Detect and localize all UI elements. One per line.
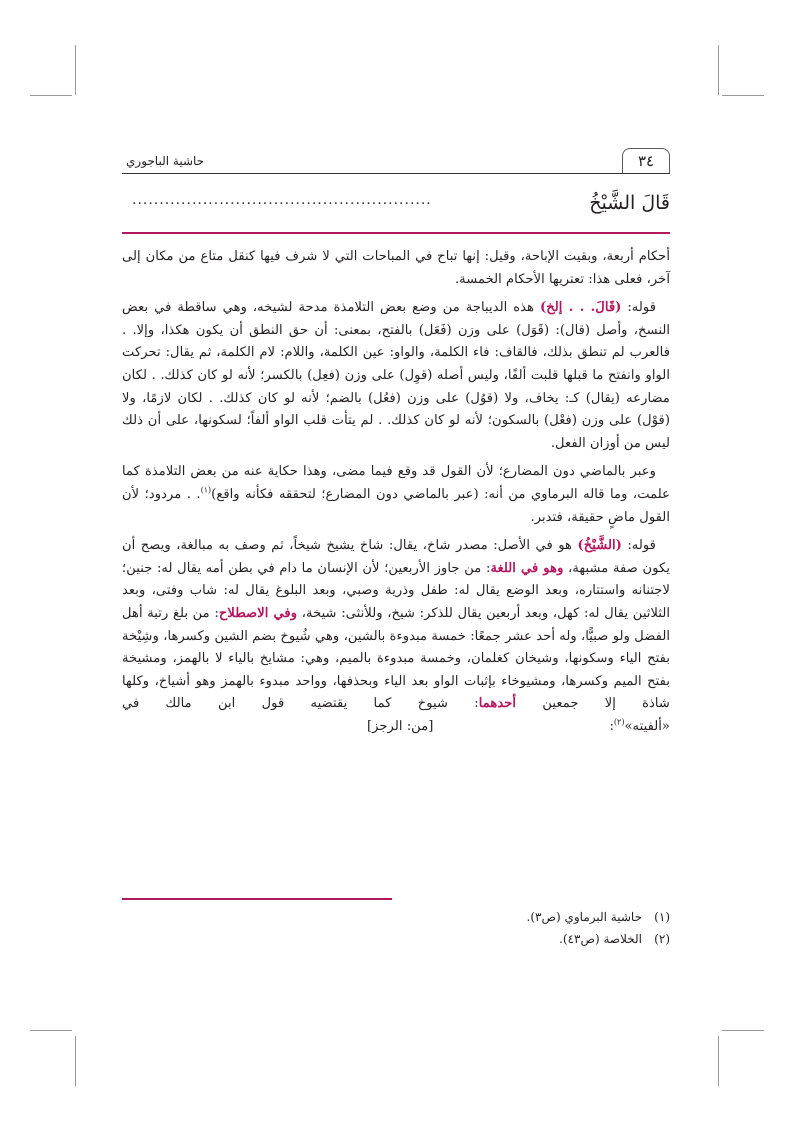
meter-label: [من: الرجز] [366,718,434,734]
crop-mark [722,95,764,96]
commentary-body [122,246,670,744]
text-run: قوله: [621,538,656,554]
text-run: : شيوخ كما يقتضيه قول ابن مالك في «ألفيته» [122,696,670,734]
text-run: هو في الأصل: مصدر شاخ، يقال: شاخ يشيخ شيخاً، ثم وصف به مبالغة، ويصح أن يكون صفة مشبهة، [122,538,671,576]
text-run: وعبر بالماضي دون المضارع؛ لأن القول قد وقع فيما مضى، وهذا حكاية عنه من بعض التلامذة كما علمت، وما قاله البرماوي من أنه: (عبر بالماضي دون المضارع؛ لتحققه فكأنه واقع) [122,464,670,502]
header-rule [122,173,670,174]
footnote [122,928,670,950]
footnote-ref[interactable]: (١) [200,485,212,495]
text-run: : من جاوز الأربعين؛ لأن الإنسان ما دام في بطن أمه يقال له: جنين؛ لاجتنانه واستتاره، وبعد الوضع يقال له: طفل وذرية وصبي، وبعد البلوغ يقال له: شاب وفتى، وبعد الثلاثين يقال له: كهل، وبعد أربعين يقال للذكر: شيخ، وللأنثى: شيخة، [122,560,671,621]
crop-mark [30,95,72,96]
footnote-number: (٢) [654,932,670,946]
footnote [122,906,670,928]
paragraph [122,297,670,455]
crop-mark [30,1030,72,1031]
matn-text: قَالَ الشَّيْخُ [589,192,670,214]
crop-mark [722,1030,764,1031]
paragraph [122,535,670,738]
footnote-separator [122,898,392,900]
text-run: أحكام أربعة، وبقيت الإباحة، وقيل: إنها تباح في المباحات التي لا شرف فيها كنقل متاع من مكان إلى آخر، فعلى هذا: تعتريها الأحكام الخمسة. [122,249,670,287]
footnote-ref[interactable]: (٢) [613,717,625,727]
highlighted-keyword: أحدهما [478,696,517,712]
text-run: . . مردود؛ لأن القول ماضٍ حقيقة، فتدبر. [122,486,670,525]
crop-mark [75,45,76,95]
book-page [122,148,670,1048]
text-run: : [609,718,614,734]
highlighted-keyword: (الشَّيْخُ) [577,538,622,554]
footnote-text: الخلاصة (ص٤٣). [559,932,642,946]
paragraph [122,246,670,291]
matn-separator [122,232,670,234]
footnote-number: (١) [654,910,670,924]
footnotes [122,906,670,950]
matn-line [122,188,670,232]
running-head [122,148,670,178]
page-number: ٣٤ [622,148,670,173]
crop-mark [75,1036,76,1086]
footnote-text: حاشية البرماوي (ص٣). [526,910,642,924]
crop-mark [718,45,719,95]
highlighted-keyword: وهو في اللغة [490,560,564,576]
text-run: قوله: [621,300,656,316]
highlighted-keyword: وفي الاصطلاح [218,605,298,621]
highlighted-keyword: (قَالَ. . . إلخ) [539,300,622,316]
crop-mark [718,1036,719,1086]
text-run: هذه الديباجة من وضع بعض التلامذة مدحة لشيخه، وهي ساقطة في بعض النسخ، وأصل (قال): (قَوَل) على وزن (فَعَل) بالفتح، بمعنى: أن حق النطق أن يكون هكذا، وإلا. . فالعرب لم تنطق بذلك، فالقاف: فاء الكلمة، والواو: عين الكلمة، واللام: لام الكلمة، ثم يقال: تحركت الواو وانفتح ما قبلها قلبت ألفًا، وليس أصله (قوِل) على وزن (فعِل) بالكسر؛ لأنه لو كان كذلك. . لكان مضارعه (يقال) كـ: يخاف، ولا (قوُل) على وزن (فعُل) بالضم؛ لأنه لو كان كذلك. . لكان لازمًا، ولا (قوْل) على وزن (فعْل) بالسكون؛ لأنه لو كان كذلك. . لم يتأت قلب الواو ألفاً؛ لسكونها، على أن ذلك ليس من أوزان الفعل. [122,300,670,451]
matn-dots: ....................................................... [132,192,432,208]
book-title: حاشية الباجوري [126,154,205,168]
paragraph [122,461,670,529]
text-run: : من بلغ رتبة أهل الفضل ولو صبيًّا، وله أحد عشر جمعًا: خمسة مبدوءة بالشين، وهي شُيوخ بضم الشين وكسرها، وشِيْخة بفتح الياء وسكونها، وشيخان كغلمان، وخمسة مبدوءة بالميم، وهي: مشايخ بالياء لا بالهمز، ومشيخة بفتح الميم وكسرها، ومشيوخاء بإثبات الواو بعد الياء وبحذفها، وواحد مبدوء بالهمز وهو أشياخ، وكلها شاذة إلا جمعين [122,605,670,712]
